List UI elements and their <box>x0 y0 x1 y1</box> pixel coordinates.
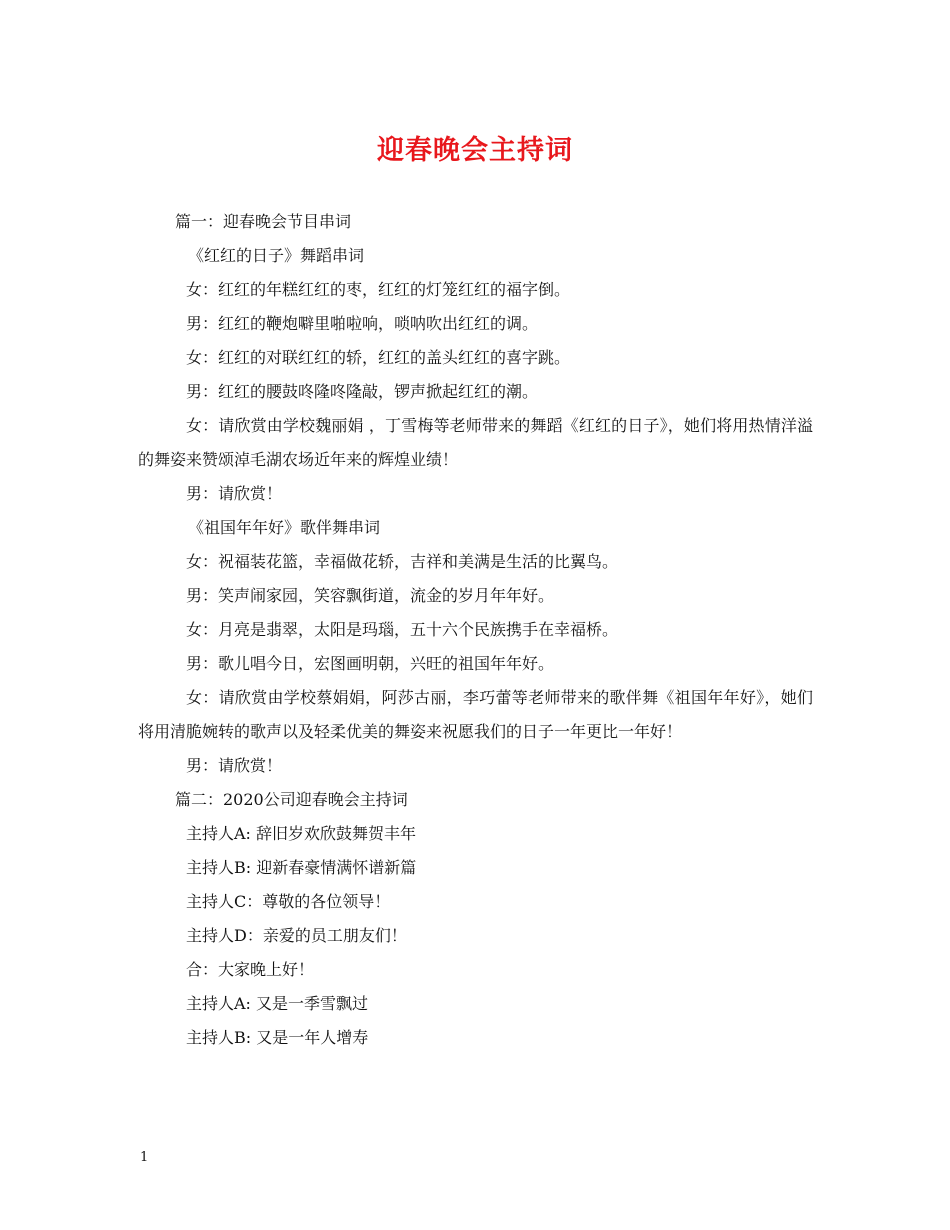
paragraph: 女：月亮是翡翠，太阳是玛瑙，五十六个民族携手在幸福桥。 <box>186 620 619 639</box>
paragraph: 女：请欣赏由学校蔡娟娟，阿莎古丽，李巧蕾等老师带来的歌伴舞《祖国年年好》，她们将用清脆婉转的歌声以及轻柔优美的舞姿来祝愿我们的日子一年更比一年好！ <box>138 688 813 741</box>
paragraph: 主持人A: 又是一季雪飘过 <box>186 994 369 1013</box>
page-number: 1 <box>140 1150 149 1165</box>
paragraph: 女：红红的年糕红红的枣，红红的灯笼红红的福字倒。 <box>186 280 571 299</box>
paragraph: 女：祝福装花篮，幸福做花轿，吉祥和美满是生活的比翼鸟。 <box>186 552 619 571</box>
paragraph: 男：歌儿唱今日，宏图画明朝，兴旺的祖国年年好。 <box>186 654 555 673</box>
document-body <box>138 205 813 1055</box>
paragraph: 主持人B: 迎新春豪情满怀谱新篇 <box>186 858 417 877</box>
paragraph: 合：大家晚上好！ <box>186 960 315 979</box>
paragraph: 主持人D：亲爱的员工朋友们！ <box>186 926 407 945</box>
paragraph: 男：红红的鞭炮噼里啪啦响，唢呐吹出红红的调。 <box>186 314 539 333</box>
paragraph: 主持人C：尊敬的各位领导！ <box>186 892 391 911</box>
paragraph: 男：请欣赏！ <box>186 484 283 503</box>
section-heading: 篇二：2020公司迎春晚会主持词 <box>175 790 408 809</box>
paragraph: 女：红红的对联红红的轿，红红的盖头红红的喜字跳。 <box>186 348 571 367</box>
subsection-heading: 《祖国年年好》歌伴舞串词 <box>188 518 381 537</box>
paragraph: 主持人A: 辞旧岁欢欣鼓舞贺丰年 <box>186 824 417 843</box>
paragraph: 女：请欣赏由学校魏丽娟 ，丁雪梅等老师带来的舞蹈《红红的日子》，她们将用热情洋溢的舞姿来赞颂淖毛湖农场近年来的辉煌业绩！ <box>138 416 813 469</box>
section-heading: 篇一：迎春晚会节目串词 <box>175 212 352 231</box>
paragraph: 男：红红的腰鼓咚隆咚隆敲，锣声掀起红红的潮。 <box>186 382 539 401</box>
paragraph: 男：笑声闹家园，笑容飘街道，流金的岁月年年好。 <box>186 586 555 605</box>
paragraph: 男：请欣赏！ <box>186 756 283 775</box>
subsection-heading: 《红红的日子》舞蹈串词 <box>188 246 365 265</box>
paragraph: 主持人B: 又是一年人增寿 <box>186 1028 369 1047</box>
page-title: 迎春晚会主持词 <box>377 135 573 166</box>
